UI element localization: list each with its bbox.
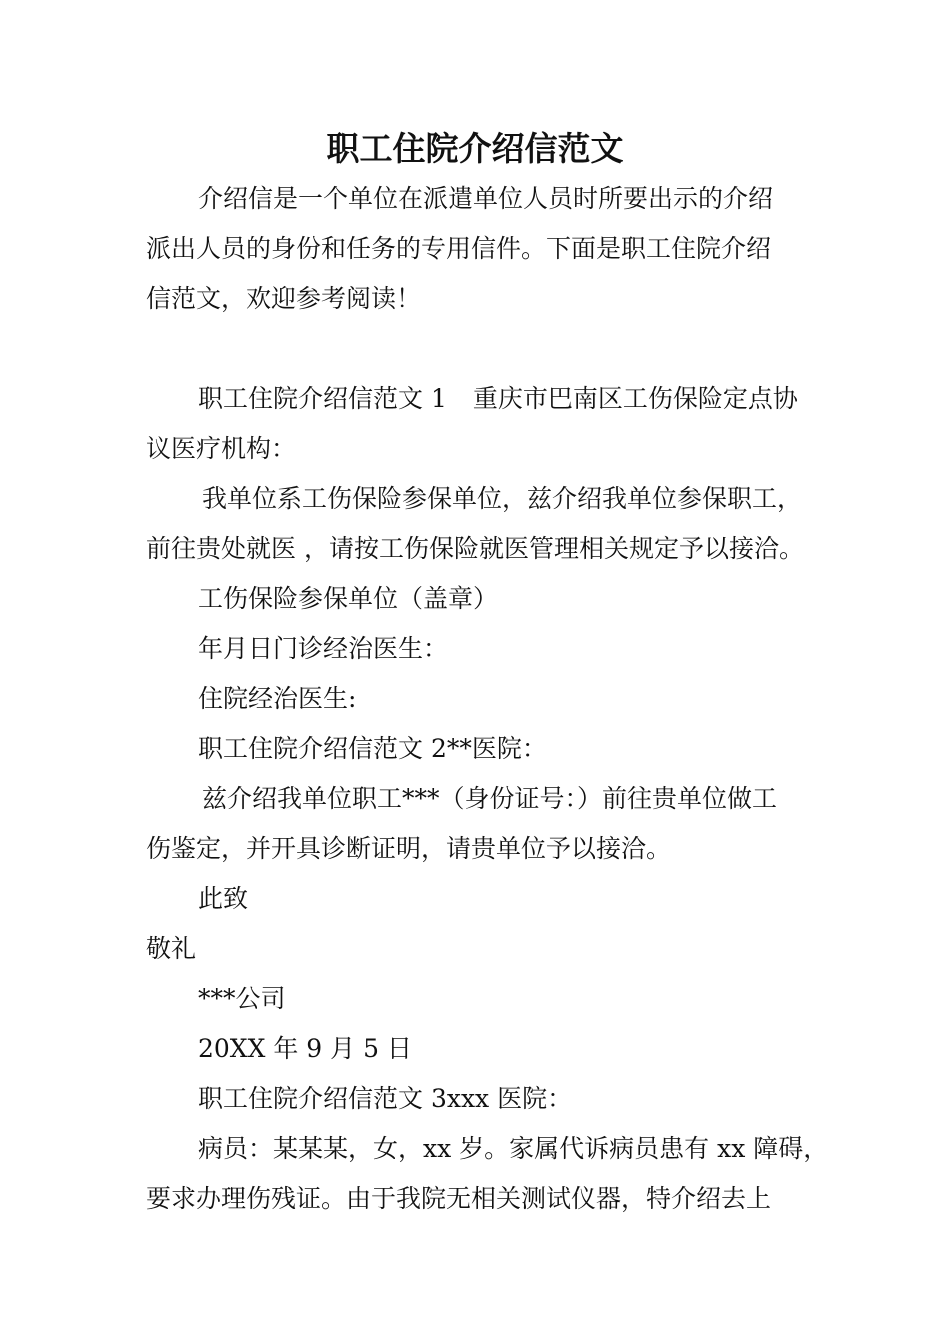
- section-2-body-line-2: 伤鉴定，并开具诊断证明，请贵单位予以接洽。: [146, 834, 672, 863]
- section-1-recipient-cont: 议医疗机构：: [146, 434, 297, 463]
- section-1-stamp: 工伤保险参保单位（盖章）: [198, 584, 499, 613]
- blank-line: [146, 324, 826, 374]
- section-1-body-line-1: 我单位系工伤保险参保单位，兹介绍我单位参保职工，: [202, 484, 803, 513]
- section-1-heading: [146, 374, 826, 424]
- section-2-closing-2: 敬礼: [146, 934, 197, 963]
- section-1-body-line-2: 前往贵处就医 ，请按工伤保险就医管理相关规定予以接洽。: [146, 534, 804, 563]
- section-1-recipient: 重庆市巴南区工伤保险定点协: [472, 384, 798, 413]
- section-1-heading-title: 职工住院介绍信范文 1: [198, 384, 447, 413]
- section-2-heading: 职工住院介绍信范文 2**医院：: [198, 734, 547, 763]
- section-3-body-line-1: 病员：某某某，女，xx 岁。家属代诉病员患有 xx 障碍，: [198, 1134, 829, 1163]
- intro-line-1: 介绍信是一个单位在派遣单位人员时所要出示的介绍: [198, 184, 774, 213]
- section-1-inpatient-doctor: 住院经治医生:: [198, 684, 357, 713]
- section-2-date: 20XX 年 9 月 5 日: [198, 1034, 412, 1063]
- document-title: 职工住院介绍信范文: [326, 129, 624, 168]
- section-3-body-line-2: 要求办理伤残证。由于我院无相关测试仪器，特介绍去上: [146, 1184, 772, 1213]
- section-3-heading: 职工住院介绍信范文 3xxx 医院：: [198, 1084, 573, 1113]
- section-1-outpatient-doctor: 年月日门诊经治医生：: [198, 634, 449, 663]
- intro-line-3: 信范文，欢迎参考阅读！: [146, 284, 422, 313]
- section-2-body-line-1: 兹介绍我单位职工***（身份证号：）前往贵单位做工: [202, 784, 778, 813]
- intro-line-2: 派出人员的身份和任务的专用信件。下面是职工住院介绍: [146, 234, 772, 263]
- document-body: [146, 174, 829, 1224]
- section-2-closing-1: 此致: [198, 884, 249, 913]
- section-2-company: ***公司: [198, 984, 286, 1013]
